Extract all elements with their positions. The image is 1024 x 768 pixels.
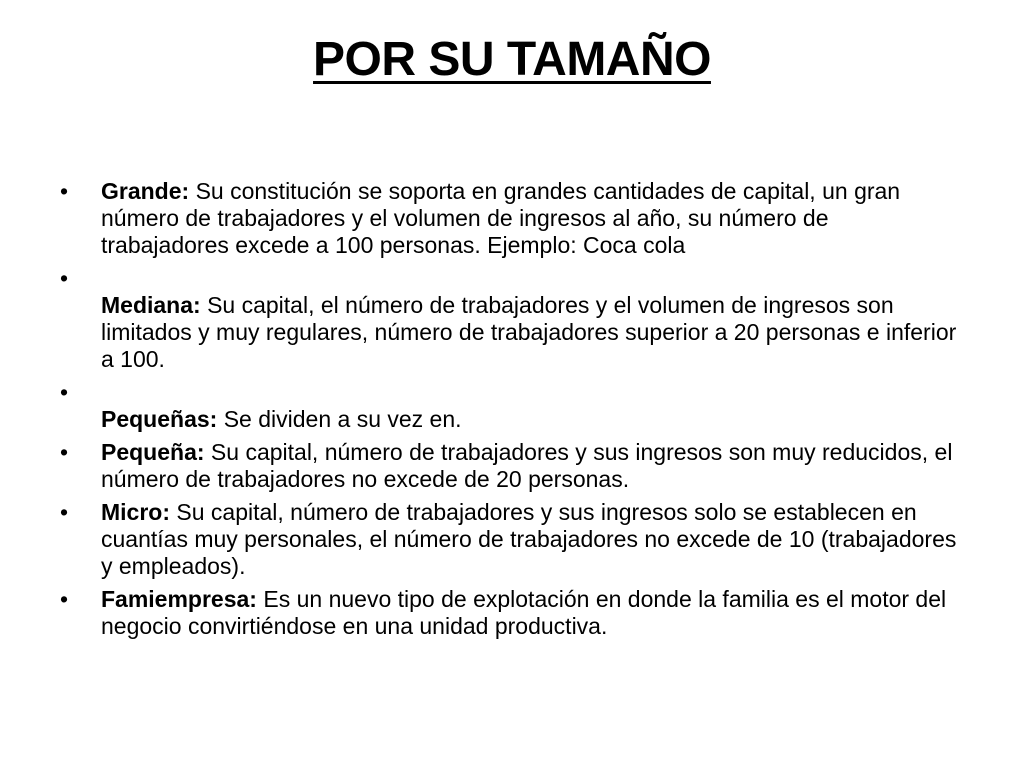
bullet-icon: • (60, 499, 69, 525)
list-item-text (101, 178, 960, 259)
list-item-term: Micro: (101, 499, 170, 525)
list-item (60, 379, 960, 433)
list-item-text (101, 499, 960, 580)
list-item-term: Famiempresa: (101, 586, 257, 612)
slide-title: POR SU TAMAÑO (313, 33, 711, 86)
list-item-term: Grande: (101, 178, 190, 204)
list-item-text (101, 586, 960, 640)
list-item-description: Su constitución se soporta en grandes cantidades de capital, un gran número de trabajadores y el volumen de ingresos al año, su número de trabajadores excede a 100 personas. Ejemplo: Coca cola (101, 178, 901, 258)
list-item-description: Su capital, número de trabajadores y sus ingresos son muy reducidos, el número de trabajadores no excede de 20 personas. (101, 439, 953, 492)
list-item-description: Su capital, número de trabajadores y sus ingresos solo se establecen en cuantías muy personales, el número de trabajadores no excede de 10 (trabajadores y empleados). (101, 499, 957, 579)
bullet-icon: • (60, 586, 69, 612)
list-item (60, 586, 960, 640)
blank-line (101, 379, 960, 406)
list-item-description: Su capital, el número de trabajadores y el volumen de ingresos son limitados y muy regulares, número de trabajadores superior a 20 personas e inferior a 100. (101, 292, 957, 372)
bullet-icon: • (60, 379, 69, 405)
list-item (60, 439, 960, 493)
bullet-list (60, 178, 960, 646)
list-item-term: Mediana: (101, 292, 201, 318)
list-item (60, 499, 960, 580)
bullet-icon: • (60, 439, 69, 465)
bullet-icon: • (60, 178, 69, 204)
blank-line (101, 265, 960, 292)
bullet-icon: • (60, 265, 69, 291)
list-item-term: Pequeña: (101, 439, 205, 465)
list-item-description: Es un nuevo tipo de explotación en donde la familia es el motor del negocio convirtiéndose en una unidad productiva. (101, 586, 947, 639)
list-item (60, 178, 960, 259)
list-item-description: Se dividen a su vez en. (217, 406, 462, 432)
list-item-text (101, 406, 960, 433)
list-item-text (101, 439, 960, 493)
list-item-text (101, 292, 960, 373)
list-item-term: Pequeñas: (101, 406, 218, 432)
list-item (60, 265, 960, 373)
